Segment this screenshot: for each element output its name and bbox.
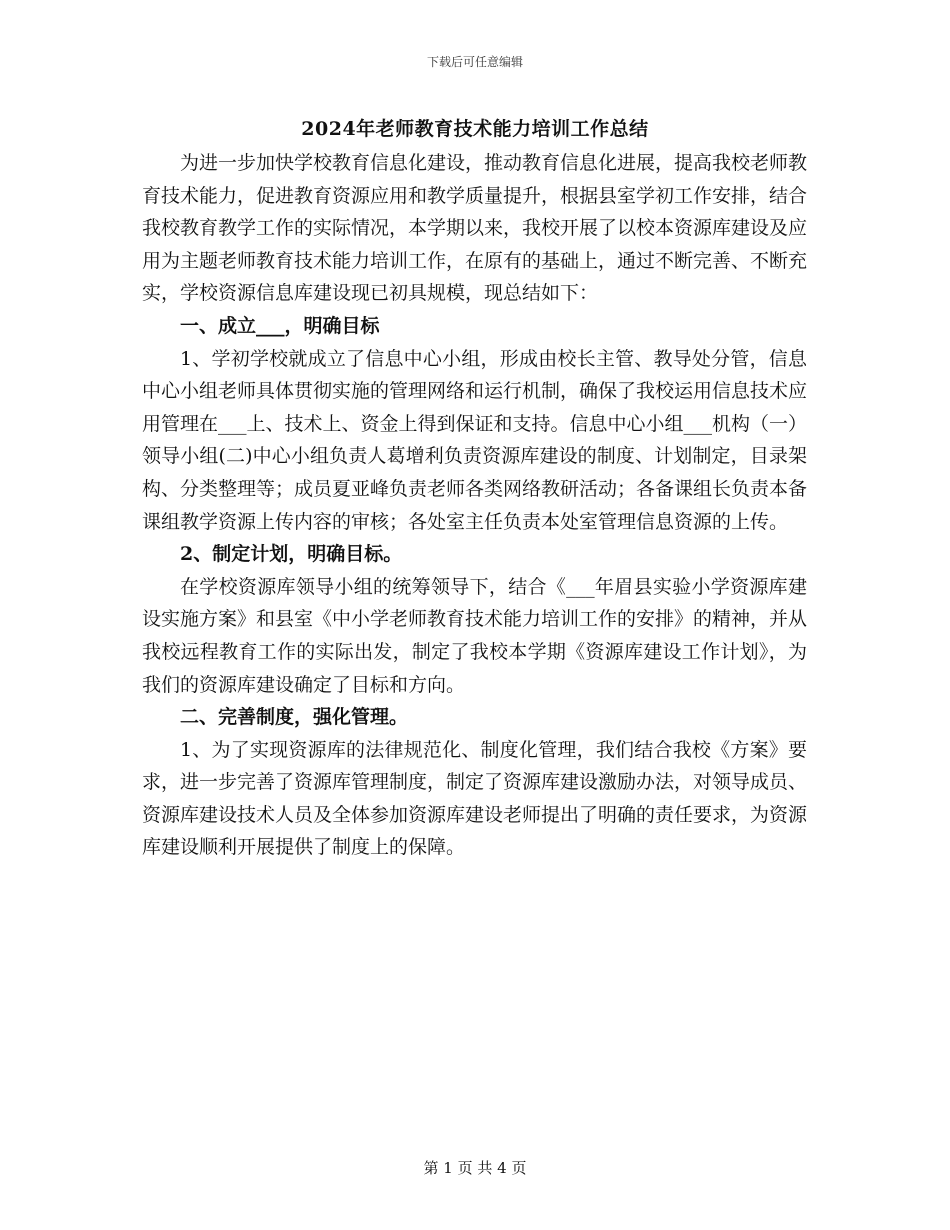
section1-subheading: 2、制定计划，明确目标。	[180, 543, 403, 566]
document-body	[142, 147, 807, 864]
section2-heading: 二、完善制度，强化管理。	[180, 706, 409, 729]
section1-heading: 一、成立___，明确目标	[180, 314, 380, 337]
section1-paragraph-1: 1、学初学校就成立了信息中心小组，形成由校长主管、教导处分管，信息中心小组老师具体贯彻实施的管理网络和运行机制，确保了我校运用信息技术应用管理在___上、技术上、资金上得到保证和支持。信息中心小组___机构（一）领导小组(二)中心小组负责人葛增利负责资源库建设的制度、计划制定，目录架构、分类整理等；成员夏亚峰负责老师各类网络教研活动；各备课组长负责本备课组教学资源上传内容的审核；各处室主任负责本处室管理信息资源的上传。	[142, 347, 808, 533]
section2-paragraph-1: 1、为了实现资源库的法律规范化、制度化管理，我们结合我校《方案》要求，进一步完善了资源库管理制度，制定了资源库建设激励办法，对领导成员、资源库建设技术人员及全体参加资源库建设老师提出了明确的责任要求，为资源库建设顺利开展提供了制度上的保障。	[142, 738, 808, 859]
page-footer: 第 1 页 共 4 页	[423, 1159, 527, 1177]
intro-paragraph: 为进一步加快学校教育信息化建设，推动教育信息化进展，提高我校老师教育技术能力，促进教育资源应用和教学质量提升，根据县室学初工作安排，结合我校教育教学工作的实际情况，本学期以来，我校开展了以校本资源库建设及应用为主题老师教育技术能力培训工作，在原有的基础上，通过不断完善、不断充实，学校资源信息库建设现已初具规模，现总结如下：	[142, 152, 808, 305]
header-note: 下载后可任意编辑	[426, 55, 523, 69]
section1-paragraph-2: 在学校资源库领导小组的统筹领导下，结合《___年眉县实验小学资源库建设实施方案》和县室《中小学老师教育技术能力培训工作的安排》的精神，并从我校远程教育工作的实际出发，制定了我校本学期《资源库建设工作计划》，为我们的资源库建设确定了目标和方向。	[142, 575, 808, 696]
document-title: 2024年老师教育技术能力培训工作总结	[301, 118, 649, 140]
